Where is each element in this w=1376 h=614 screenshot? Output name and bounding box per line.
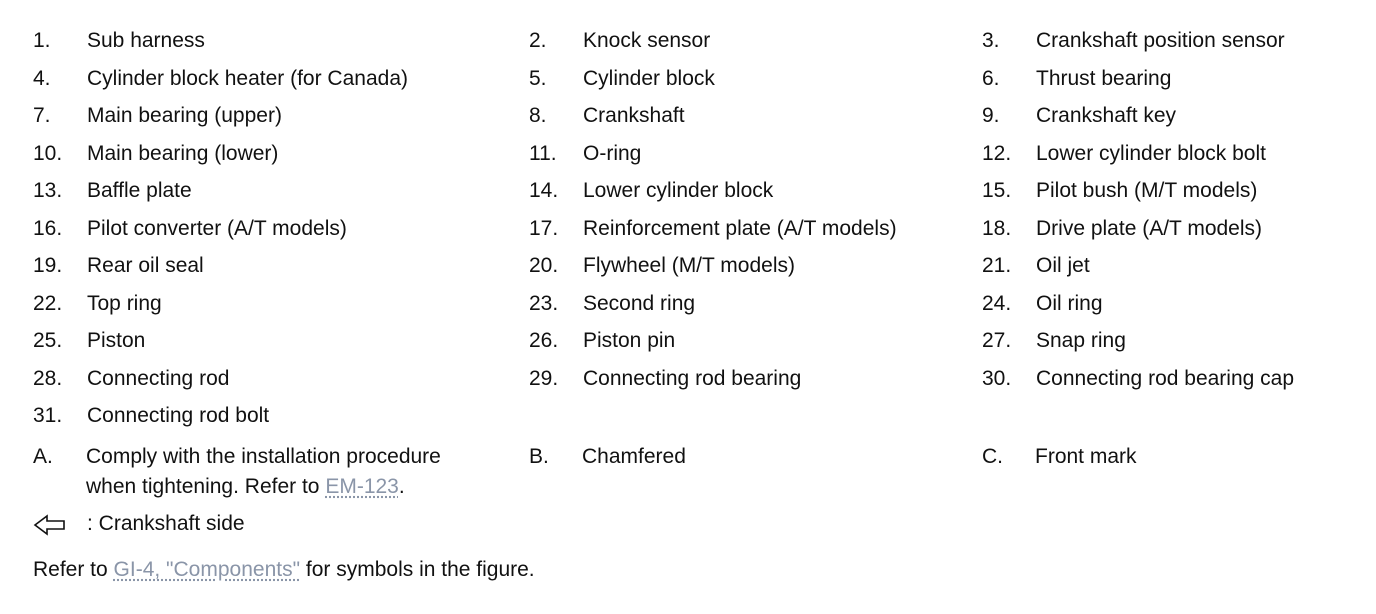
item-label: Piston (87, 329, 146, 352)
item-number: 28. (33, 366, 63, 390)
item-number: 9. (982, 104, 1000, 127)
item-label: Cylinder block (583, 66, 715, 90)
legend-row (33, 360, 1353, 398)
legend-row (33, 210, 1353, 248)
item-number: 19. (33, 254, 63, 277)
item-number: 3. (982, 29, 1000, 52)
item-number: 10. (33, 141, 63, 165)
item-number: 23. (529, 291, 559, 315)
item-number: 30. (982, 366, 1012, 390)
item-label: Second ring (583, 291, 696, 315)
item-label: Connecting rod (87, 366, 230, 390)
item-number: 20. (529, 254, 559, 277)
item-number: 22. (33, 291, 63, 315)
note-a-line2 (86, 472, 441, 502)
item-label: Cylinder block heater (for Canada) (87, 66, 408, 90)
item-number: 31. (33, 404, 63, 427)
item-number: 6. (982, 66, 1000, 90)
item-label: Rear oil seal (87, 254, 204, 277)
item-number: 8. (529, 104, 547, 127)
footer-prefix: Refer to (33, 558, 114, 581)
note-text: Chamfered (582, 445, 686, 468)
item-label: Snap ring (1036, 329, 1126, 352)
footer-reference (33, 554, 535, 586)
legend-row (33, 322, 1353, 360)
item-number: 18. (982, 216, 1012, 240)
legend-row (33, 172, 1353, 210)
footer-suffix: for symbols in the figure. (300, 558, 535, 581)
notes-section (33, 442, 1353, 502)
note-text: Front mark (1035, 445, 1137, 468)
item-number: 11. (529, 141, 557, 165)
item-label: Pilot converter (A/T models) (87, 216, 347, 240)
item-number: 2. (529, 29, 547, 52)
note-a-suffix: . (398, 475, 405, 498)
item-number: 7. (33, 104, 51, 127)
item-label: Oil jet (1036, 254, 1090, 277)
legend-row (33, 135, 1353, 173)
item-label: Oil ring (1036, 291, 1103, 315)
item-label: Connecting rod bearing cap (1036, 366, 1295, 390)
legend-row (33, 285, 1353, 323)
component-legend (33, 22, 1353, 435)
item-label: Connecting rod bolt (87, 404, 270, 427)
symbol-description: : Crankshaft side (87, 512, 245, 535)
item-label: Thrust bearing (1036, 66, 1172, 90)
item-label: Baffle plate (87, 179, 192, 202)
item-label: Main bearing (upper) (87, 104, 282, 127)
item-number: 12. (982, 141, 1012, 165)
item-label: Sub harness (87, 29, 205, 52)
em-123-link[interactable]: EM-123 (325, 475, 399, 498)
item-label: Lower cylinder block bolt (1036, 141, 1266, 165)
note-letter: C. (982, 445, 1003, 468)
legend-row (33, 97, 1353, 135)
item-label: Pilot bush (M/T models) (1036, 179, 1258, 202)
legend-row (33, 60, 1353, 98)
legend-row (33, 397, 1353, 435)
item-number: 16. (33, 216, 63, 240)
item-label: Lower cylinder block (583, 179, 774, 202)
item-number: 27. (982, 329, 1012, 352)
hollow-left-arrow-icon (33, 513, 67, 537)
item-label: O-ring (583, 141, 642, 165)
note-a-prefix: when tightening. Refer to (86, 475, 326, 498)
item-number: 4. (33, 66, 51, 90)
item-number: 17. (529, 216, 559, 240)
gi-4-components-link[interactable]: GI-4, "Components" (113, 558, 301, 581)
item-label: Crankshaft position sensor (1036, 29, 1285, 52)
item-label: Drive plate (A/T models) (1036, 216, 1263, 240)
item-label: Connecting rod bearing (583, 366, 802, 390)
item-number: 29. (529, 366, 559, 390)
legend-row (33, 247, 1353, 285)
note-text (86, 442, 441, 502)
note-a-line1: Comply with the installation procedure (86, 445, 441, 468)
item-number: 25. (33, 329, 63, 352)
item-label: Top ring (87, 291, 162, 315)
item-number: 24. (982, 291, 1012, 315)
item-label: Flywheel (M/T models) (583, 254, 795, 277)
note-letter: B. (529, 445, 549, 468)
item-number: 13. (33, 179, 63, 202)
item-number: 1. (33, 29, 51, 52)
item-label: Piston pin (583, 329, 676, 352)
note-letter: A. (33, 445, 53, 468)
item-number: 26. (529, 329, 559, 352)
item-number: 21. (982, 254, 1012, 277)
item-label: Reinforcement plate (A/T models) (583, 216, 897, 240)
item-label: Crankshaft (583, 104, 685, 127)
legend-row (33, 22, 1353, 60)
item-label: Main bearing (lower) (87, 141, 279, 165)
item-number: 15. (982, 179, 1012, 202)
item-number: 14. (529, 179, 559, 202)
item-number: 5. (529, 66, 547, 90)
item-label: Crankshaft key (1036, 104, 1177, 127)
item-label: Knock sensor (583, 29, 711, 52)
